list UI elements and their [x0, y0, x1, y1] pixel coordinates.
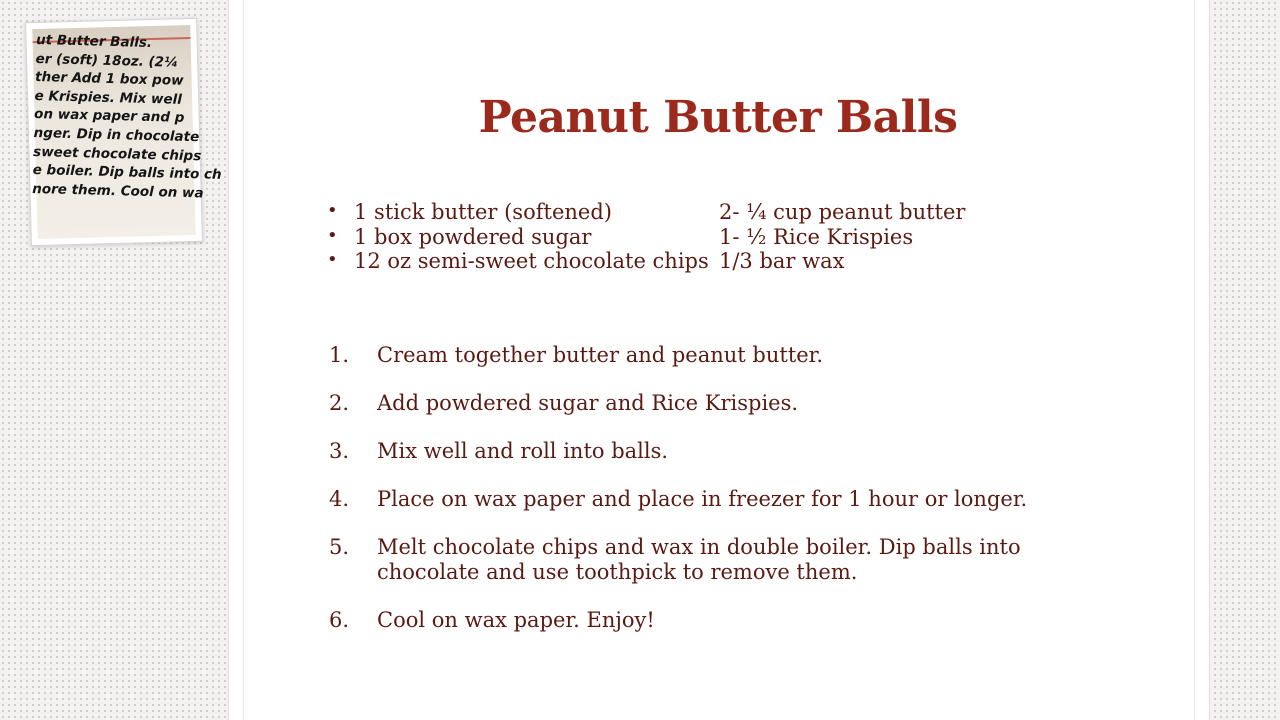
step-text: Mix well and roll into balls. — [377, 439, 669, 463]
step-item — [329, 343, 1069, 368]
handwriting-line: e boiler. Dip balls into ch — [32, 162, 222, 184]
handwriting-line: nger. Dip in chocolate — [33, 124, 200, 146]
ingredient-row — [327, 225, 965, 250]
handwritten-recipe-card — [31, 25, 222, 239]
step-number: 6. — [329, 608, 350, 632]
ingredient-row — [327, 200, 965, 225]
ingredient-left: 12 oz semi-sweet chocolate chips — [354, 249, 709, 274]
ingredients-list — [327, 200, 965, 274]
handwriting-line: ut Butter Balls. — [35, 31, 153, 52]
step-number: 1. — [329, 343, 350, 367]
steps-list — [329, 343, 1069, 656]
step-number: 3. — [329, 439, 350, 463]
step-item — [329, 439, 1069, 464]
step-number: 5. — [329, 535, 350, 559]
page-title: Peanut Butter Balls — [478, 92, 958, 143]
handwriting-line: sweet chocolate chips — [32, 143, 202, 164]
ingredient-right: 1- ½ Rice Krispies — [719, 224, 914, 249]
step-text: Cool on wax paper. Enjoy! — [377, 608, 655, 632]
step-text: Add powdered sugar and Rice Krispies. — [377, 391, 799, 415]
ingredient-right: 2- ¼ cup peanut butter — [719, 200, 966, 224]
handwriting — [31, 31, 222, 202]
step-text: Place on wax paper and place in freezer for 1 hour or longer. — [377, 487, 1028, 511]
step-item — [329, 391, 1069, 416]
handwriting-line: on wax paper and p — [33, 106, 185, 127]
handwriting-line: er (soft) 18oz. (2¼ — [35, 50, 179, 71]
ingredient-right: 1/3 bar wax — [719, 249, 845, 274]
ingredient-row — [327, 249, 965, 274]
handwriting-line: nore them. Cool on wa — [31, 180, 204, 202]
ingredient-left: 1 stick butter (softened) — [354, 200, 612, 224]
step-text: Cream together butter and peanut butter. — [377, 343, 824, 367]
recipe-card-photo — [25, 18, 222, 246]
step-number: 2. — [329, 391, 350, 415]
step-item — [329, 608, 1069, 633]
step-item — [329, 487, 1069, 512]
step-text: Melt chocolate chips and wax in double boiler. Dip balls into chocolate and use toothpick to remove them. — [377, 535, 1021, 584]
step-item — [329, 535, 1069, 585]
handwriting-line: ther Add 1 box pow — [34, 69, 184, 90]
step-number: 4. — [329, 487, 350, 511]
ingredient-left: 1 box powdered sugar — [354, 224, 592, 249]
handwriting-line: e Krispies. Mix well — [34, 87, 183, 108]
